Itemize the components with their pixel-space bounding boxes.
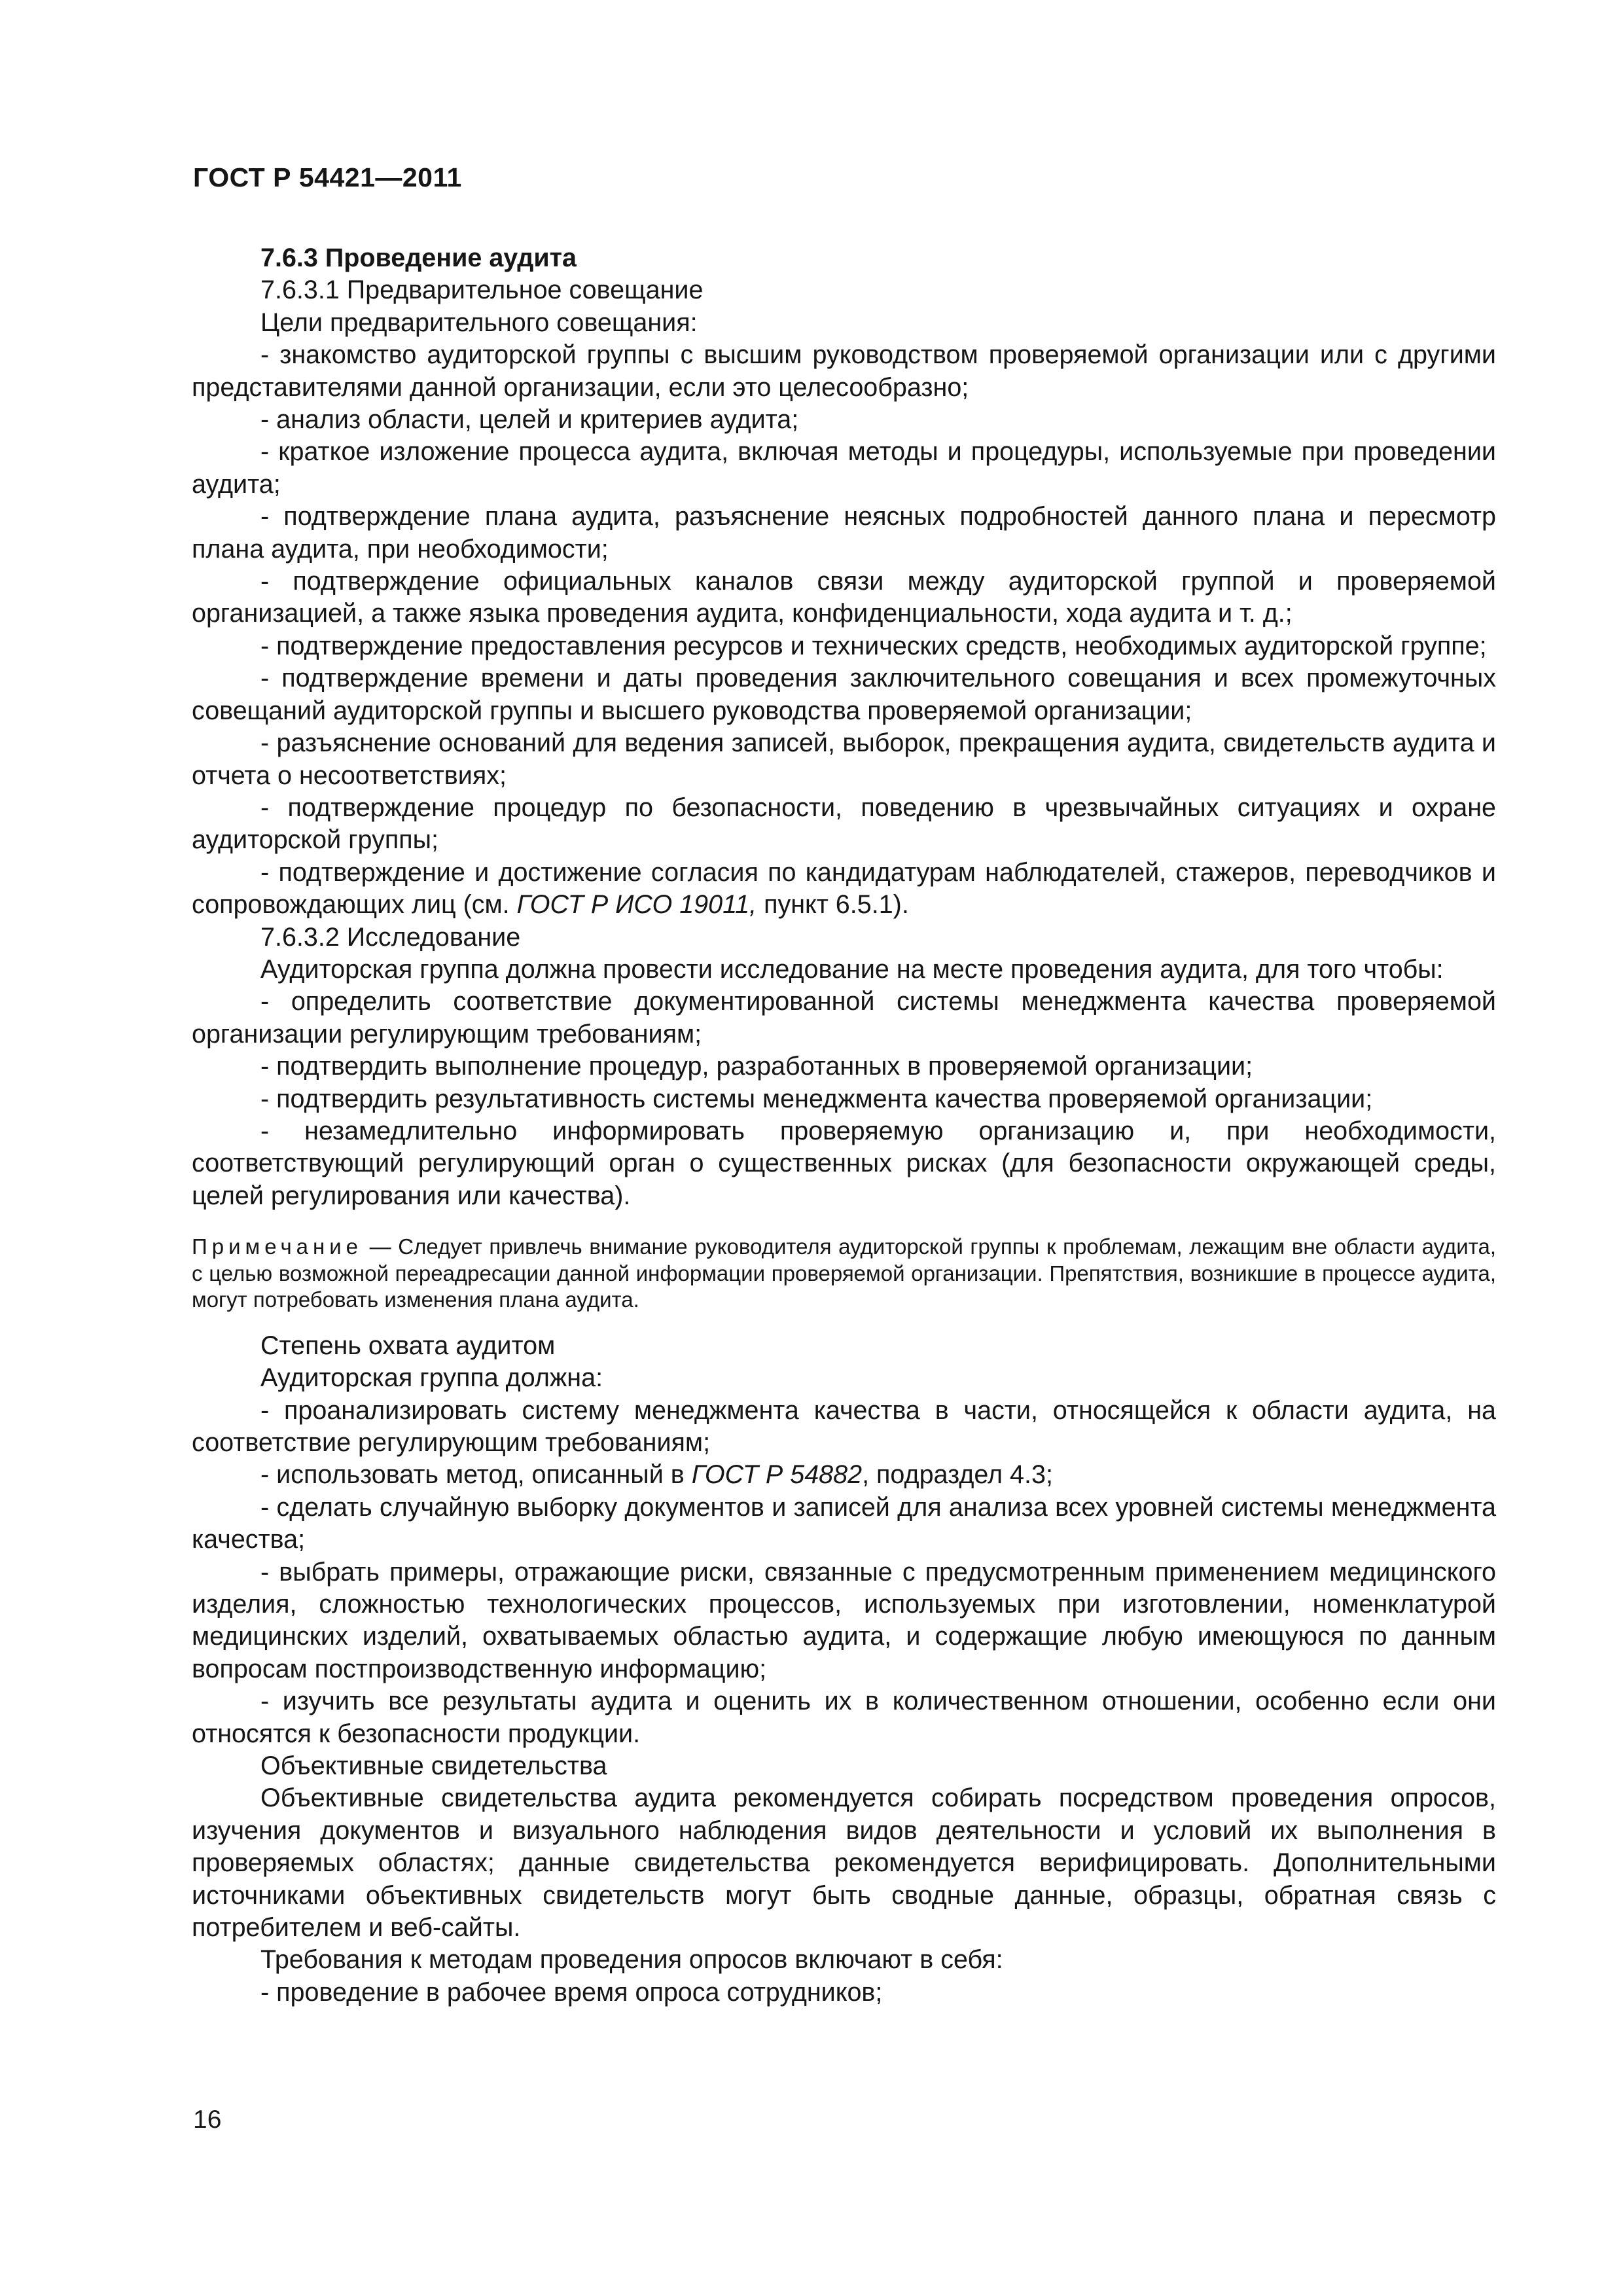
document-body (192, 242, 1496, 2009)
list-item: - определить соответствие документированной системы менеджмента качества проверяемой организации регулирующим требованиям; (192, 987, 1496, 1049)
list-item: - подтверждение плана аудита, разъяснение неясных подробностей данного плана и пересмотр плана аудита, при необходимости; (192, 502, 1496, 564)
paragraph: Аудиторская группа должна: (260, 1363, 603, 1393)
list-item: - анализ области, целей и критериев аудита; (260, 405, 799, 435)
list-item: - незамедлительно информировать проверяемую организацию и, при необходимости, соответствующий регулирующий орган о существенных рисках (для безопасности окружающей среды, целей регулирования или качества). (192, 1116, 1496, 1210)
list-item (192, 857, 1496, 922)
text-run: - подтверждение и достижение согласия по кандидатурам наблюдателей, стажеров, переводчиков и сопровождающих лиц (см. (192, 857, 1496, 920)
text-run: , подраздел 4.3; (862, 1460, 1053, 1490)
text-run: - использовать метод, описанный в (260, 1460, 692, 1490)
list-item: - подтверждение времени и даты проведения заключительного совещания и всех промежуточных совещаний аудиторской группы и высшего руководства проверяемой организации; (192, 664, 1496, 725)
paragraph: Цели предварительного совещания: (260, 308, 698, 337)
paragraph: Объективные свидетельства аудита рекомендуется собирать посредством проведения опросов, изучения документов и визуального наблюдения видов деятельности и условий их выполнения в проверяемых областях; данные свидетельства рекомендуется верифицировать. Дополнительными источниками объективных свидетельств могут быть сводные данные, образцы, обратная связь с потребителем и веб-сайты. (192, 1784, 1496, 1942)
note-label: Примечание (192, 1234, 363, 1259)
list-item: - знакомство аудиторской группы с высшим руководством проверяемой организации или с другими представителями данной организации, если это целесообразно; (192, 340, 1496, 402)
note (192, 1234, 1496, 1314)
subsection-title: 7.6.3.2 Исследование (260, 922, 521, 952)
list-item: - подтверждение официальных каналов связи между аудиторской группой и проверяемой организацией, а также языка проведения аудита, конфиденциальности, хода аудита и т. д.; (192, 567, 1496, 628)
list-item (192, 1459, 1496, 1491)
list-item: - изучить все результаты аудита и оценить их в количественном отношении, особенно если они относятся к безопасности продукции. (192, 1687, 1496, 1748)
list-item: - подтверждение предоставления ресурсов и технических средств, необходимых аудиторской группе; (260, 631, 1487, 660)
list-item: - проведение в рабочее время опроса сотрудников; (260, 1977, 883, 2007)
document-header: ГОСТ Р 54421—2011 (193, 162, 462, 192)
list-item: - краткое изложение процесса аудита, включая методы и процедуры, используемые при проведении аудита; (192, 437, 1496, 499)
list-item: - подтвердить выполнение процедур, разработанных в проверяемой организации; (260, 1052, 1253, 1081)
page-number: 16 (193, 2106, 222, 2134)
note-text: — Следует привлечь внимание руководителя аудиторской группы к проблемам, лежащим вне области аудита, с целью возможной переадресации данной информации проверяемой организации. Препятствия, возникшие в процессе аудита, могут потребовать изменения плана аудита. (192, 1234, 1496, 1312)
paragraph: Требования к методам проведения опросов включают в себя: (260, 1945, 1003, 1975)
subsection-heading: Объективные свидетельства (260, 1751, 607, 1780)
subsection-title: 7.6.3.1 Предварительное совещание (260, 276, 704, 305)
section-title: 7.6.3 Проведение аудита (260, 243, 577, 272)
list-item: - подтверждение процедур по безопасности, поведению в чрезвычайных ситуациях и охране аудиторской группы; (192, 793, 1496, 855)
subsection-heading: Степень охвата аудитом (260, 1331, 556, 1360)
list-item: - сделать случайную выборку документов и записей для анализа всех уровней системы менеджмента качества; (192, 1492, 1496, 1554)
list-item: - разъяснение оснований для ведения записей, выборок, прекращения аудита, свидетельств аудита и отчета о несоответствиях; (192, 728, 1496, 790)
text-run: пункт 6.5.1). (757, 890, 909, 920)
list-item: - проанализировать систему менеджмента качества в части, относящейся к области аудита, на соответствие регулирующим требованиям; (192, 1395, 1496, 1457)
paragraph: Аудиторская группа должна провести исследование на месте проведения аудита, для того чтобы: (260, 954, 1444, 984)
standard-reference: ГОСТ Р ИСО 19011, (516, 890, 757, 920)
list-item: - подтвердить результативность системы менеджмента качества проверяемой организации; (260, 1084, 1373, 1113)
standard-reference: ГОСТ Р 54882 (691, 1460, 863, 1490)
list-item: - выбрать примеры, отражающие риски, связанные с предусмотренным применением медицинского изделия, сложностью технологических процессов, используемых при изготовлении, номенклатурой медицинских изделий, охватываемых областью аудита, и содержащие любую имеющуюся по данным вопросам постпроизводственную информацию; (192, 1557, 1496, 1683)
